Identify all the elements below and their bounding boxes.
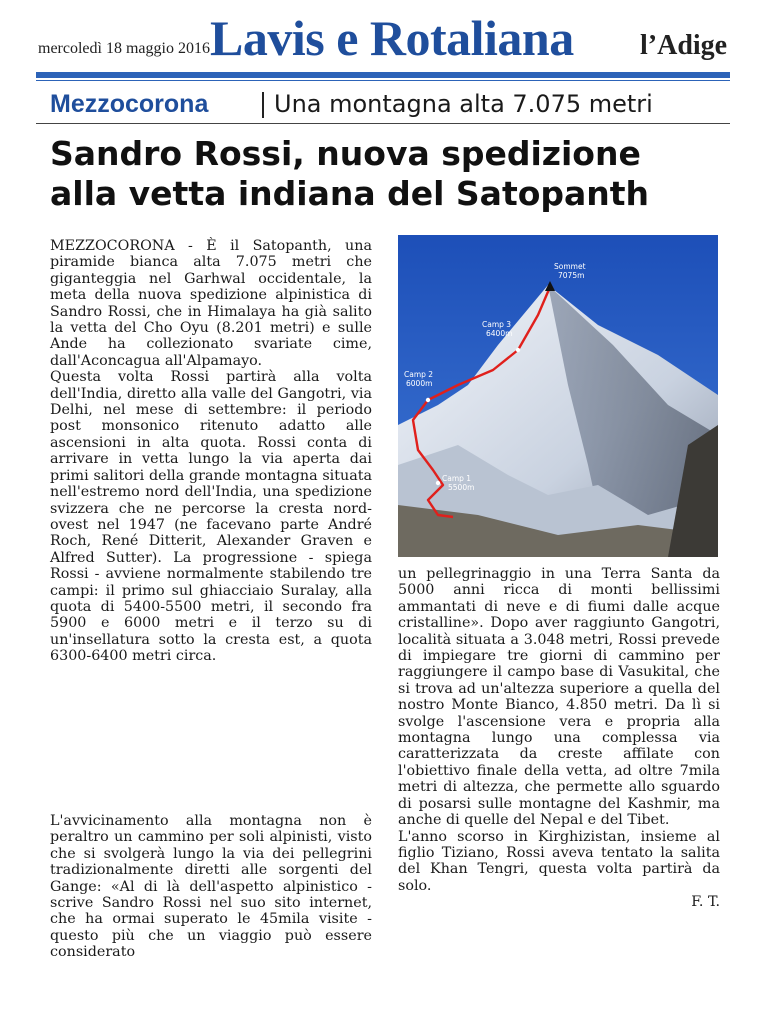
camp-3-label: Camp 3 — [482, 320, 512, 329]
headline-line-2: alla vetta indiana del Satopanth — [50, 174, 650, 213]
article-column-1 — [50, 238, 372, 665]
article-paragraph: MEZZOCORONA - È il Satopanth, una piramide bianca alta 7.075 metri che giganteggia nel Garhwal occidentale, la meta della nuova spedizione alpinistica di Sandro Rossi, che in Himalaya ha già salito la vetta del Cho Oyu (8.201 metri) e sulle Ande ha collezionato svariate cime, dall'Aconcagua all'Alpamayo. — [50, 238, 372, 369]
author-signature: F. T. — [691, 894, 720, 911]
kicker-rule — [36, 123, 730, 124]
article-column-1-continued — [50, 813, 372, 961]
summit-altitude: 7075m — [558, 271, 585, 280]
kicker — [36, 88, 736, 122]
masthead — [0, 0, 766, 72]
satopanth-route-illustration — [398, 235, 718, 557]
camp-1-marker — [436, 481, 440, 485]
article-paragraph: L'anno scorso in Kirghizistan, insieme al figlio Tiziano, Rossi aveva tentato la salita del Khan Tengri, questa volta partirà da solo. — [398, 828, 720, 894]
article-column-2 — [398, 566, 720, 911]
summit-label: Sommet — [554, 262, 586, 271]
camp-1-label: Camp 1 — [442, 474, 472, 483]
masthead-rule-thin — [36, 80, 730, 81]
headline — [50, 134, 740, 214]
masthead-rule — [36, 72, 730, 78]
article-paragraph: Questa volta Rossi partirà alla volta dell'India, diretto alla valle del Gangotri, via Delhi, nel mese di settembre: il periodo post monsonico ritenuto adatto alle ascensioni in alta quota. Rossi conta di arrivare in vetta lungo la via aperta dai primi salitori della grande montagna situata nell'estremo nord dell'India, una spedizione svizzera che ne percorse la cresta nord-ovest nel 1947 (ne facevano parte André Roch, René Ditterit, Alexander Graven e Alfred Sutter). La progressione - spiega Rossi - avviene normalmente stabilendo tre campi: il primo sul ghiacciaio Suralay, alla quota di 5400-5500 metri, il secondo fra 5900 e 6000 metri e il terzo su di un'insellatura sotto la cresta est, a quota 6300-6400 metri circa. — [50, 369, 372, 665]
camp-3-marker — [516, 348, 520, 352]
camp-2-altitude: 6000m — [406, 379, 433, 388]
kicker-location: Mezzocorona — [50, 90, 209, 118]
mountain-photo — [398, 235, 718, 557]
article-paragraph: un pellegrinaggio in una Terra Santa da 5000 anni ricca di monti bellissimi ammantati di neve e di fiumi dalle acque cristalline». Dopo aver raggiunto Gangotri, località situata a 3.048 metri, Rossi prevede di impiegare tre giorni di cammino per raggiungere il campo base di Vasukital, che si trova ad un'altezza superiore a quella del nostro Monte Bianco, 4.850 metri. Da lì si svolge l'ascensione vera e propria alla montagna lungo una complessa via caratterizzata da creste affilate con l'obiettivo finale della vetta, ad oltre 7mila metri di altezza, che permette allo sguardo di posarsi sulle montagne del Kashmir, ma anche di quelle del Nepal e del Tibet. — [398, 566, 720, 829]
article-paragraph: L'avvicinamento alla montagna non è peraltro un cammino per soli alpinisti, visto che si svolgerà lungo la via dei pellegrini tradizionalmente diretti alle sorgenti del Gange: «Al di là dell'aspetto alpinistico - scrive Sandro Rossi nel suo sito internet, che ha ormai superato le 45mila visite - questo più che un viaggio può essere considerato — [50, 813, 372, 961]
camp-2-label: Camp 2 — [404, 370, 434, 379]
newspaper-logo: l’Adige — [640, 30, 728, 61]
section-title: Lavis e Rotaliana — [210, 10, 574, 66]
publication-date: mercoledì 18 maggio 2016 — [38, 40, 210, 57]
camp-2-marker — [426, 398, 430, 402]
kicker-title: Una montagna alta 7.075 metri — [274, 90, 653, 118]
camp-3-altitude: 6400m — [486, 329, 513, 338]
camp-1-altitude: 5500m — [448, 483, 475, 492]
kicker-divider — [262, 92, 264, 118]
headline-line-1: Sandro Rossi, nuova spedizione — [50, 134, 641, 173]
